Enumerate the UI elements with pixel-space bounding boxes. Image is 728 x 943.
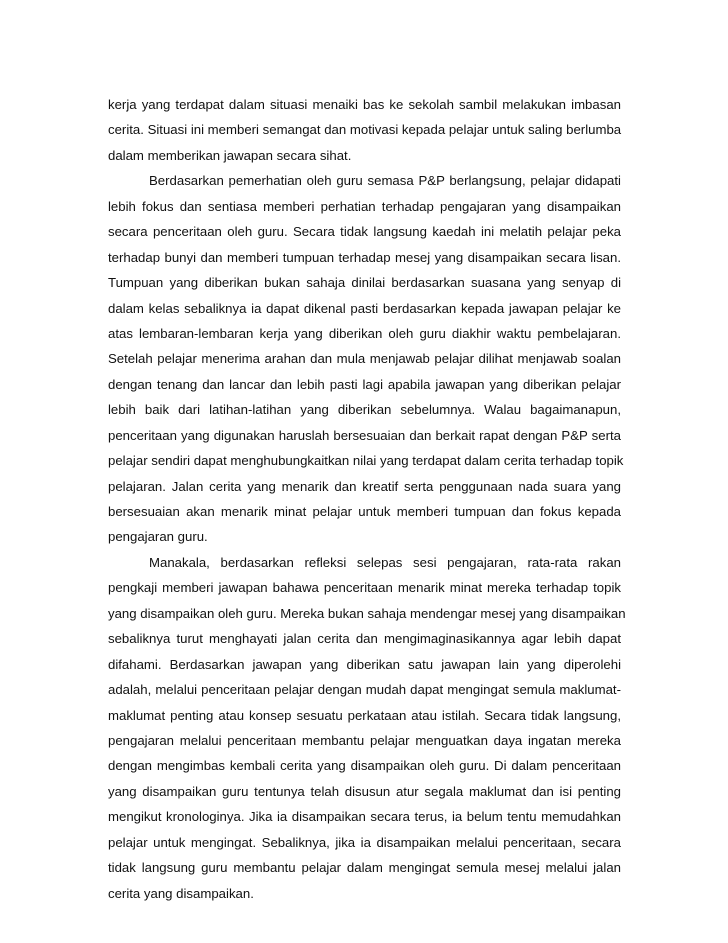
- text-line: Manakala, berdasarkan refleksi selepas sesi pengajaran, rata-rata rakan: [149, 554, 621, 570]
- text-line: pengajaran melalui penceritaan membantu pelajar menguatkan daya ingatan mereka: [108, 732, 621, 748]
- text-line: yang disampaikan oleh guru. Mereka bukan sahaja mendengar mesej yang disampaikan: [108, 605, 626, 621]
- text-line: adalah, melalui penceritaan pelajar dengan mudah dapat mengingat semula maklumat-: [108, 682, 621, 698]
- text-line: dengan mengimbas kembali cerita yang disampaikan oleh guru. Di dalam penceritaan: [108, 758, 621, 774]
- paragraph-2: [108, 168, 624, 550]
- text-line: Berdasarkan pemerhatian oleh guru semasa P&P berlangsung, pelajar didapati: [149, 173, 621, 189]
- text-line: sebaliknya turut menghayati jalan cerita dan mengimaginasikannya agar lebih dapat: [108, 631, 621, 647]
- text-line: maklumat penting atau konsep sesuatu perkataan atau istilah. Secara tidak langsung,: [108, 707, 621, 723]
- text-line: pelajar sendiri dapat menghubungkaitkan nilai yang terdapat dalam cerita terhadap topik: [108, 453, 624, 469]
- text-line: pelajar untuk mengingat. Sebaliknya, jika ia disampaikan melalui penceritaan, secara: [108, 834, 621, 850]
- text-line: tidak langsung guru membantu pelajar dalam mengingat semula mesej melalui jalan: [108, 860, 621, 876]
- text-line: terhadap bunyi dan memberi tumpuan terhadap mesej yang disampaikan secara lisan.: [108, 249, 621, 265]
- text-line: atas lembaran-lembaran kerja yang diberikan oleh guru diakhir waktu pembelajaran.: [108, 325, 621, 341]
- text-line: penceritaan yang digunakan haruslah bersesuaian dan berkait rapat dengan P&P serta: [108, 427, 621, 443]
- text-line: bersesuaian akan menarik minat pelajar untuk memberi tumpuan dan fokus kepada: [108, 504, 621, 519]
- text-line: pelajaran. Jalan cerita yang menarik dan kreatif serta penggunaan nada suara yang: [108, 478, 621, 494]
- text-line: dengan tenang dan lancar dan lebih pasti lagi apabila jawapan yang diberikan pelajar: [108, 376, 621, 392]
- text-line: lebih baik dari latihan-latihan yang diberikan sebelumnya. Walau bagaimanapun,: [108, 402, 621, 418]
- text-line: Tumpuan yang diberikan bukan sahaja dinilai berdasarkan suasana yang senyap di: [108, 275, 621, 291]
- text-line: pengajaran guru.: [108, 529, 208, 545]
- text-line: difahami. Berdasarkan jawapan yang diberikan satu jawapan lain yang diperolehi: [108, 656, 621, 672]
- text-line: yang disampaikan guru tentunya telah disusun atur segala maklumat dan isi penting: [108, 783, 621, 799]
- text-line: mengikut kronologinya. Jika ia disampaikan secara terus, ia belum tentu memudahkan: [108, 809, 621, 825]
- document-page: [108, 92, 626, 906]
- text-line: cerita yang disampaikan.: [108, 885, 254, 901]
- text-line: pengkaji memberi jawapan bahawa penceritaan menarik minat mereka terhadap topik: [108, 580, 621, 596]
- text-line: dalam kelas sebaliknya ia dapat dikenal pasti berdasarkan kepada jawapan pelajar ke: [108, 300, 621, 316]
- text-line: Setelah pelajar menerima arahan dan mula menjawab pelajar dilihat menjawab soalan: [108, 351, 621, 367]
- paragraph-3: [108, 550, 626, 906]
- text-line: lebih fokus dan sentiasa memberi perhatian terhadap pengajaran yang disampaikan: [108, 198, 621, 214]
- text-line: dalam memberikan jawapan secara sihat.: [108, 147, 352, 163]
- paragraph-1: [108, 92, 621, 168]
- text-line: kerja yang terdapat dalam situasi menaiki bas ke sekolah sambil melakukan imbasan: [108, 97, 621, 112]
- text-line: cerita. Situasi ini memberi semangat dan motivasi kepada pelajar untuk saling berlumba: [108, 122, 622, 138]
- text-line: secara penceritaan oleh guru. Secara tidak langsung kaedah ini melatih pelajar peka: [108, 224, 621, 240]
